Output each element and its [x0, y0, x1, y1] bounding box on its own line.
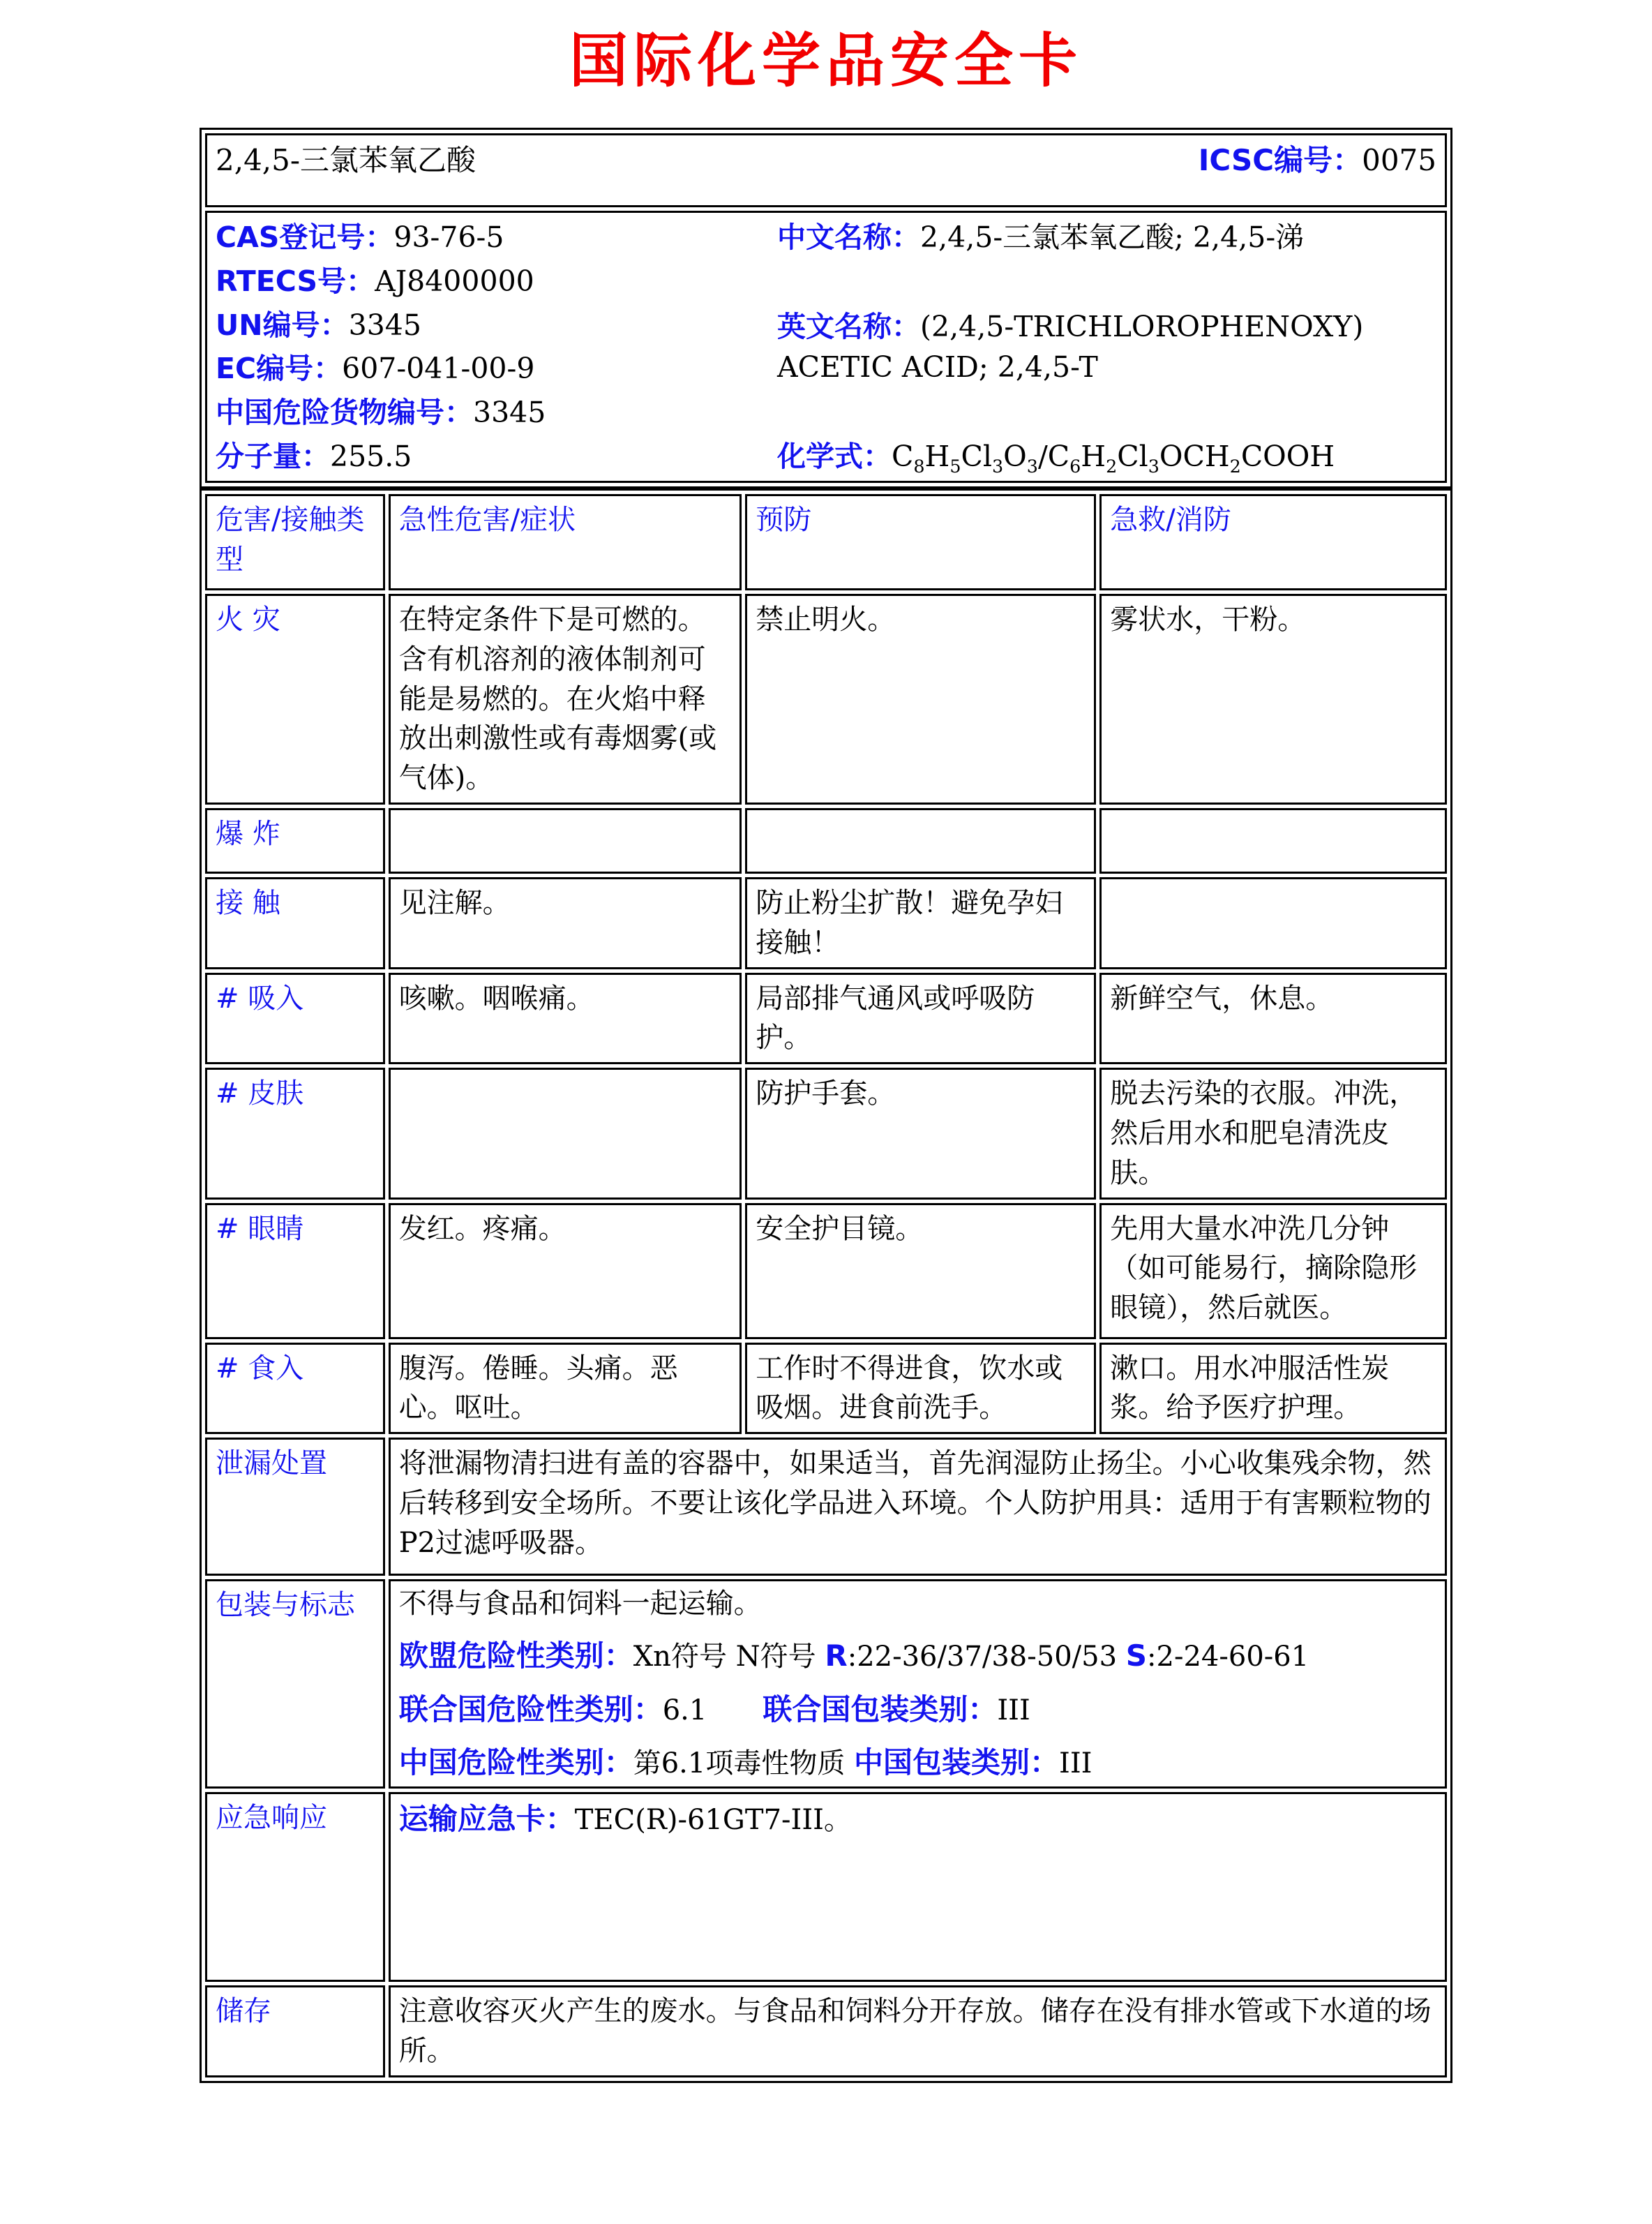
exposure-symptoms-cell: 见注解。: [389, 877, 742, 969]
ingestion-prevention-cell: 工作时不得进食，饮水或吸烟。进食前洗手。: [745, 1343, 1096, 1435]
row-label-exposure: 接 触: [205, 877, 385, 969]
china-hazard-class-line: 中国危险性类别：第6.1项毒性物质 中国包装类别：III: [398, 1745, 1092, 1780]
skin-symptoms-cell: [389, 1068, 742, 1199]
registry-numbers-column: [216, 217, 777, 477]
eyes-prevention-cell: 安全护目镜。: [745, 1203, 1096, 1339]
explosion-prevention-cell: [745, 808, 1096, 874]
substance-name: 2,4,5-三氯苯氧乙酸: [216, 143, 476, 177]
row-label-emergency: 应急响应: [205, 1792, 385, 1982]
column-header-hazard-type: 危害/接触类型: [205, 494, 385, 590]
molecular-weight-field: 分子量：255.5: [216, 439, 412, 473]
page-title: 国际化学品安全卡: [569, 26, 1083, 95]
hazard-table-header-row: [205, 494, 1447, 590]
fire-prevention-cell: 禁止明火。: [745, 594, 1096, 805]
spill-disposal-content: 将泄漏物清扫进有盖的容器中，如果适当，首先润湿防止扬尘。小心收集残余物，然后转移到安全场所。不要让该化学品进入环境。个人防护用具：适用于有害颗粒物的P2过滤呼吸器。: [389, 1438, 1447, 1576]
row-label-explosion: 爆 炸: [205, 808, 385, 874]
icsc-number: [1199, 140, 1436, 181]
transport-emergency-card-line: 运输应急卡：TEC(R)-61GT7-III。: [398, 1801, 852, 1836]
packaging-transport-note: 不得与食品和饲料一起运输。: [398, 1588, 762, 1620]
column-header-symptoms: 急性危害/症状: [389, 494, 742, 590]
hazard-table: [200, 488, 1452, 2083]
icsc-number-value: 0075: [1362, 143, 1436, 177]
china-dg-number-field: 中国危险货物编号：3345: [216, 396, 546, 429]
eyes-symptoms-cell: 发红。疼痛。: [389, 1203, 742, 1339]
rtecs-number-field: RTECS号：AJ8400000: [216, 264, 534, 298]
row-label-fire: 火 灾: [205, 594, 385, 805]
row-spill-disposal: [205, 1438, 1447, 1576]
column-header-firstaid: 急救/消防: [1099, 494, 1447, 590]
inhalation-firstaid-cell: 新鲜空气，休息。: [1099, 973, 1447, 1065]
skin-prevention-cell: 防护手套。: [745, 1068, 1096, 1199]
identifiers-row: [205, 211, 1447, 483]
un-number-field: UN编号：3345: [216, 308, 421, 342]
row-label-inhalation: # 吸入: [205, 973, 385, 1065]
exposure-prevention-cell: 防止粉尘扩散！避免孕妇接触！: [745, 877, 1096, 969]
row-label-ingestion: # 食入: [205, 1343, 385, 1435]
skin-firstaid-cell: 脱去污染的衣服。冲洗，然后用水和肥皂清洗皮肤。: [1099, 1068, 1447, 1199]
packaging-content: [389, 1579, 1447, 1789]
un-hazard-class-line: 联合国危险性类别：6.1 联合国包装类别：III: [398, 1692, 1030, 1726]
row-label-storage: 储存: [205, 1985, 385, 2077]
explosion-symptoms-cell: [389, 808, 742, 874]
ingestion-symptoms-cell: 腹泻。倦睡。头痛。恶心。呕吐。: [389, 1343, 742, 1435]
exposure-firstaid-cell: [1099, 877, 1447, 969]
icsc-number-label: ICSC编号：: [1198, 143, 1362, 177]
row-skin: [205, 1068, 1447, 1199]
row-ingestion: [205, 1343, 1447, 1435]
row-label-eyes: # 眼睛: [205, 1203, 385, 1339]
cas-number-field: CAS登记号：93-76-5: [216, 221, 504, 254]
row-packaging-labelling: [205, 1579, 1447, 1789]
row-label-skin: # 皮肤: [205, 1068, 385, 1199]
chinese-name-field: 中文名称：2,4,5-三氯苯氧乙酸; 2,4,5-涕: [777, 221, 1305, 254]
row-fire: [205, 594, 1447, 805]
identification-table: [200, 128, 1452, 488]
row-inhalation: [205, 973, 1447, 1065]
english-name-field: 英文名称：(2,4,5-TRICHLOROPHENOXY) ACETIC ACID; 2,4,5-T: [777, 309, 1364, 384]
row-storage: [205, 1985, 1447, 2077]
ec-number-field: EC编号：607-041-00-9: [216, 352, 535, 386]
eyes-firstaid-cell: 先用大量水冲洗几分钟（如可能易行，摘除隐形眼镜），然后就医。: [1099, 1203, 1447, 1339]
column-header-prevention: 预防: [745, 494, 1096, 590]
inhalation-prevention-cell: 局部排气通风或呼吸防护。: [745, 973, 1096, 1065]
fire-symptoms-cell: 在特定条件下是可燃的。含有机溶剂的液体制剂可能是易燃的。在火焰中释放出刺激性或有毒烟雾(或气体)。: [389, 594, 742, 805]
row-emergency-response: [205, 1792, 1447, 1982]
explosion-firstaid-cell: [1099, 808, 1447, 874]
chemical-formula-value: $C_8H_5Cl_3O_3/C_6H_2Cl_3OCH_2COOH$: [892, 439, 1335, 477]
row-exposure: [205, 877, 1447, 969]
eu-hazard-class-line: 欧盟危险性类别：Xn符号 N符号 R:22-36/37/38-50/53 S:2-24-60-61: [398, 1639, 1309, 1673]
row-label-spill-disposal: 泄漏处置: [205, 1438, 385, 1576]
row-eyes: [205, 1203, 1447, 1339]
storage-content: 注意收容灭火产生的废水。与食品和饲料分开存放。储存在没有排水管或下水道的场所。: [389, 1985, 1447, 2077]
row-explosion: [205, 808, 1447, 874]
ingestion-firstaid-cell: 漱口。用水冲服活性炭浆。给予医疗护理。: [1099, 1343, 1447, 1435]
inhalation-symptoms-cell: 咳嗽。咽喉痛。: [389, 973, 742, 1065]
fire-firstaid-cell: 雾状水，干粉。: [1099, 594, 1447, 805]
substance-name-row: [205, 133, 1447, 207]
row-label-packaging: 包装与标志: [205, 1579, 385, 1789]
names-column: [777, 217, 1436, 477]
chemical-formula-field: 化学式：$C_8H_5Cl_3O_3/C_6H_2Cl_3OCH_2COOH$: [777, 439, 1335, 477]
emergency-content: [389, 1792, 1447, 1982]
